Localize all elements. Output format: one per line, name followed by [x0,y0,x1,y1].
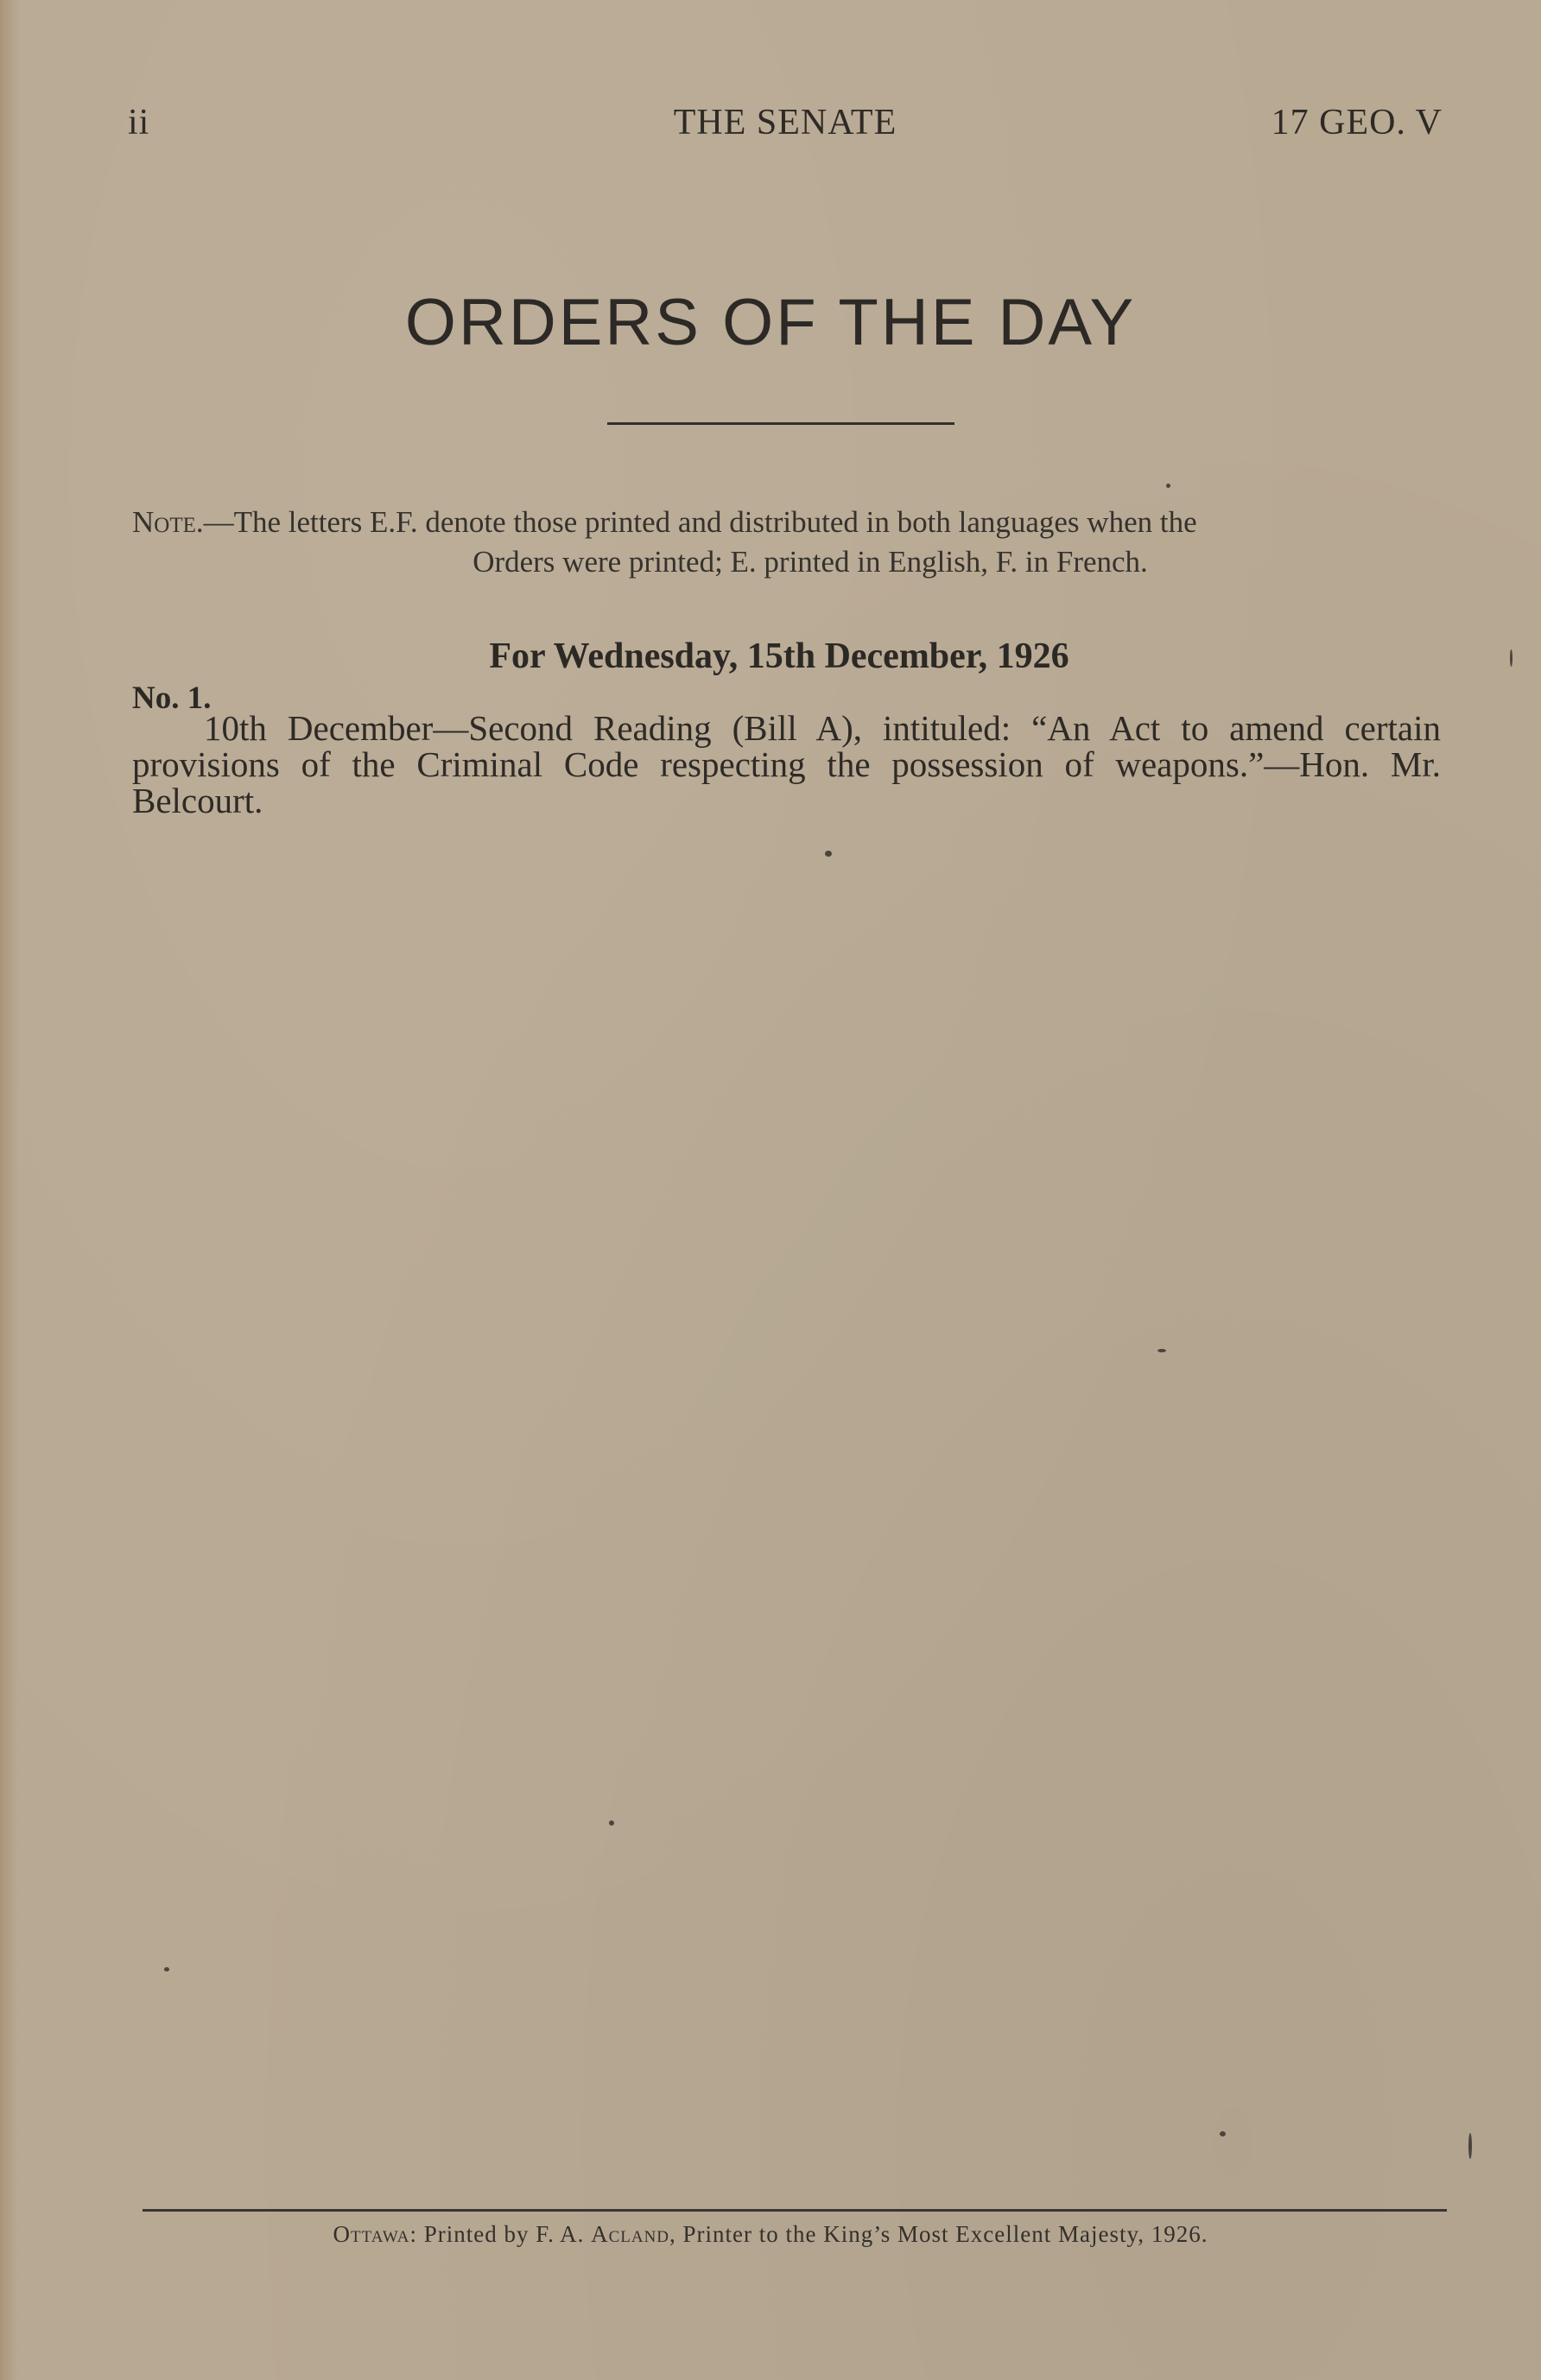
page-number: ii [128,103,150,142]
running-head-title: THE SENATE [673,103,897,142]
paper-speck [1468,2133,1472,2159]
footer-rule [143,2209,1447,2212]
regnal-year: 17 GEO. V [1271,103,1443,142]
paper-speck [1510,649,1512,667]
note-line-1: —The letters E.F. denote those printed and distributed in both languages when the [203,505,1197,539]
paper-speck [1157,1349,1166,1352]
imprint-printer: Acland [591,2221,670,2247]
paper-speck [1166,484,1170,488]
running-head [128,102,1443,147]
note-line-2: Orders were printed; E. printed in English, F. in French. [472,545,1148,579]
imprint-place: Ottawa [333,2221,410,2247]
order-text: 10th December—Second Reading (Bill A), intituled: “An Act to amend certain provisions of the Criminal Code respecting the possession of weapons.”—Hon. Mr. Belcourt. [132,708,1441,820]
imprint-text-1: : Printed by F. A. [409,2221,592,2247]
page-title: ORDERS OF THE DAY [404,286,1137,359]
paper-speck [609,1820,614,1826]
order-number: No. 1. [132,680,212,716]
imprint-text-2: , Printer to the King’s Most Excellent Majesty, 1926. [669,2221,1208,2247]
date-heading: For Wednesday, 15th December, 1926 [489,636,1069,676]
note-paragraph [132,503,1436,582]
title-rule [607,422,954,425]
paper-speck [1220,2131,1226,2136]
paper-speck [164,1967,169,1972]
printer-imprint [0,2221,1541,2248]
paper-speck [825,851,832,857]
note-label: Note. [132,505,204,539]
